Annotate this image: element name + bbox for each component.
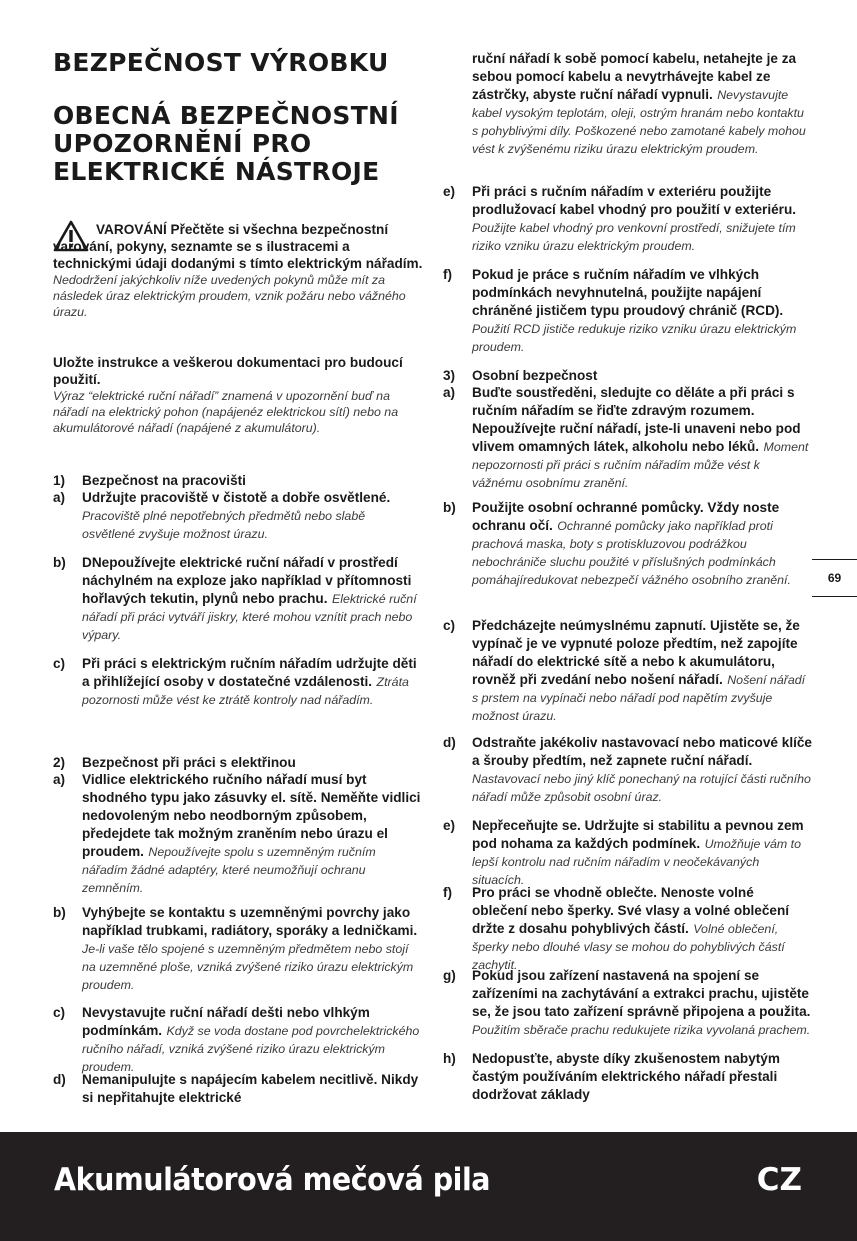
footer-bar	[0, 1132, 857, 1241]
list-item: e) Při práci s ručním nářadím v exteriéru použijte prodlužovací kabel vhodný pro použití v exteriéru. Použijte kabel vhodný pro venkovní prostředí, snižujete tím riziko vzniku úrazu elektrickým proudem.	[443, 184, 797, 253]
list-item: f) Pokud je práce s ručním nářadím ve vlhkých podmínkách nevyhnutelná, použijte napájení chráněné jističem typu proudový chránič (RCD). Použití RCD jističe redukuje riziko vzniku úrazu elektrickým proudem.	[443, 267, 797, 354]
continued-text: ruční nářadí k sobě pomocí kabelu, netahejte je za sebou pomocí kabelu a nevytrhávejte kabel ze zástrčky, abyste ruční nářadí vypnuli. Nevystavujte kabel vysokým teplotám, oleji, ostrým hranám nebo kontaktu s pohyblivými díly. Poškozené nebo zamotané kabely mohou vést k zvýšenému riziku úrazu elektrickým proudem.	[472, 51, 806, 156]
list-item: c) Nevystavujte ruční nářadí dešti nebo vlhkým podmínkám. Když se voda dostane pod povrchelektrického ručního nářadí, vzniká zvýšené riziko úrazu elektrickým proudem.	[53, 1005, 420, 1074]
section-1-heading: 1) Bezpečnost na pracovišti	[53, 473, 246, 488]
list-item: f) Pro práci se vhodně oblečte. Nenoste volné oblečení nebo šperky. Své vlasy a volné oblečení držte z dosahu pohyblivých částí. Volné oblečení, šperky nebo dlouhé vlasy se mohou do pohyblivých částí zachytit.	[443, 885, 790, 972]
page-number: 69	[812, 559, 857, 597]
list-item: a) Udržujte pracoviště v čistotě a dobře osvětlené. Pracoviště plné nepotřebných předmětů nebo slabě osvětlené zvyšuje možnost úrazu.	[53, 490, 391, 541]
list-item: b) Použijte osobní ochranné pomůcky. Vždy noste ochranu očí. Ochranné pomůcky jako například proti prachová maska, boty s protiskluzovou podrážkou nebochrániče sluchu použité v příslušných podmínkách pomáhajíredukovat nebezpečí vážného osobního zranění.	[443, 500, 791, 587]
list-item: c) Při práci s elektrickým ručním nářadím udržujte děti a přihlížející osoby v dostatečné vzdálenosti. Ztráta pozornosti může vést ke ztrátě kontroly nad nářadím.	[53, 656, 417, 707]
list-item: e) Nepřeceňujte se. Udržujte si stabilitu a pevnou zem pod nohama za každých podmínek. Umožňuje vám to lepší kontrolu nad ručním nářadím v neočekávaných situacích.	[443, 818, 804, 887]
list-item: a) Vidlice elektrického ručního nářadí musí byt shodného typu jako zásuvky el. sítě. Neměňte vidlici nedovoleným nebo neodborným způsobem, předejdete tak možným zraněním nebo úrazu el proudem. Nepoužívejte spolu s uzemněným ručním nářadím žádné adaptéry, které neumožňují ochranu zemněním.	[53, 772, 421, 895]
list-item: h) Nedopusťte, abyste díky zkušenostem nabytým častým používáním elektrického nářadí přestali dodržovat základy	[443, 1051, 780, 1102]
page-title: BEZPEČNOST VÝROBKU	[53, 48, 389, 77]
list-item: g) Pokud jsou zařízení nastavená na spojení se zařízeními na zachytávání a extrakci prachu, ujistěte se, že jsou tato zařízení správně připojena a použita. Použitím sběrače prachu redukujete rizika vyvolaná prachem.	[443, 968, 811, 1037]
keep-note: Výraz “elektrické ruční nářadí” znamená v upozornění buď na nářadí na elektrický pohon (napájenéz elektrickou sítí) nebo na akumulátorové nářadí (napájené z akumulátoru).	[53, 389, 399, 435]
section-3-heading: 3) Osobní bezpečnost	[443, 368, 598, 383]
footer-title: Akumulátorová mečová pila	[54, 1162, 491, 1198]
list-item: b) DNepoužívejte elektrické ruční nářadí v prostředí náchylném na exploze jako například v přítomnosti hořlavých tekutin, plynů nebo prachu. Elektrické ruční nářadí při práci vytváří jiskry, které mohou vznítit prach nebo výpary.	[53, 555, 417, 642]
language-code: CZ	[756, 1162, 802, 1198]
list-item: c) Předcházejte neúmyslnému zapnutí. Ujistěte se, že vypínač je ve vypnuté poloze předtím, než zapojíte nářadí do elektrické sítě a nebo k akumulátoru, rovněž při zvedání nebo nošení nářadí. Nošení nářadí s prstem na vypínači nebo nářadí pod napětím zvyšuje možnost úrazu.	[443, 618, 806, 723]
list-item: d) Odstraňte jakékoliv nastavovací nebo maticové klíče a šrouby předtím, než zapnete ruční nářadí. Nastavovací nebo jiný klíč ponechaný na rotující části ručního nářadí může způsobit osobní úraz.	[443, 735, 812, 804]
warning-text: VAROVÁNÍ Přečtěte si všechna bezpečnostní varování, pokyny, seznamte se s ilustracemi a technickými údaji dodanými s tímto elektrickým nářadím.	[53, 222, 423, 271]
list-item: d) Nemanipulujte s napájecím kabelem necitlivě. Nikdy si nepřitahujte elektrické	[53, 1072, 419, 1105]
list-item: a) Buďte soustředěni, sledujte co děláte a při práci s ručním nářadím se řiďte zdravým rozumem. Nepoužívejte ruční nářadí, jste-li unaveni nebo pod vlivem omamných látek, alkoholu nebo léků. Moment nepozornosti při práci s ručním nářadím může vést k vážnému osobnímu zranění.	[443, 385, 809, 490]
keep-text: Uložte instrukce a veškerou dokumentaci pro budoucí použití.	[53, 355, 403, 387]
section-heading: OBECNÁ BEZPEČNOSTNÍ UPOZORNĚNÍ PRO ELEKTRICKÉ NÁSTROJE	[53, 101, 399, 186]
list-item: b) Vyhýbejte se kontaktu s uzemněnými povrchy jako například trubkami, radiátory, sporáky a ledničkami. Je-li vaše tělo spojené s uzemněným předmětem nebo stojí na uzemněné ploše, vzniká zvýšené riziko úrazu elektrickým proudem.	[53, 905, 418, 992]
keep-instructions	[53, 354, 421, 436]
section-2-heading: 2) Bezpečnost při práci s elektřinou	[53, 755, 296, 770]
warning-block	[53, 221, 423, 320]
warning-note: Nedodržení jakýchkoliv níže uvedených pokynů může mít za následek úraz elektrickým proudem, vznik požáru nebo vážného úrazu.	[53, 273, 406, 319]
